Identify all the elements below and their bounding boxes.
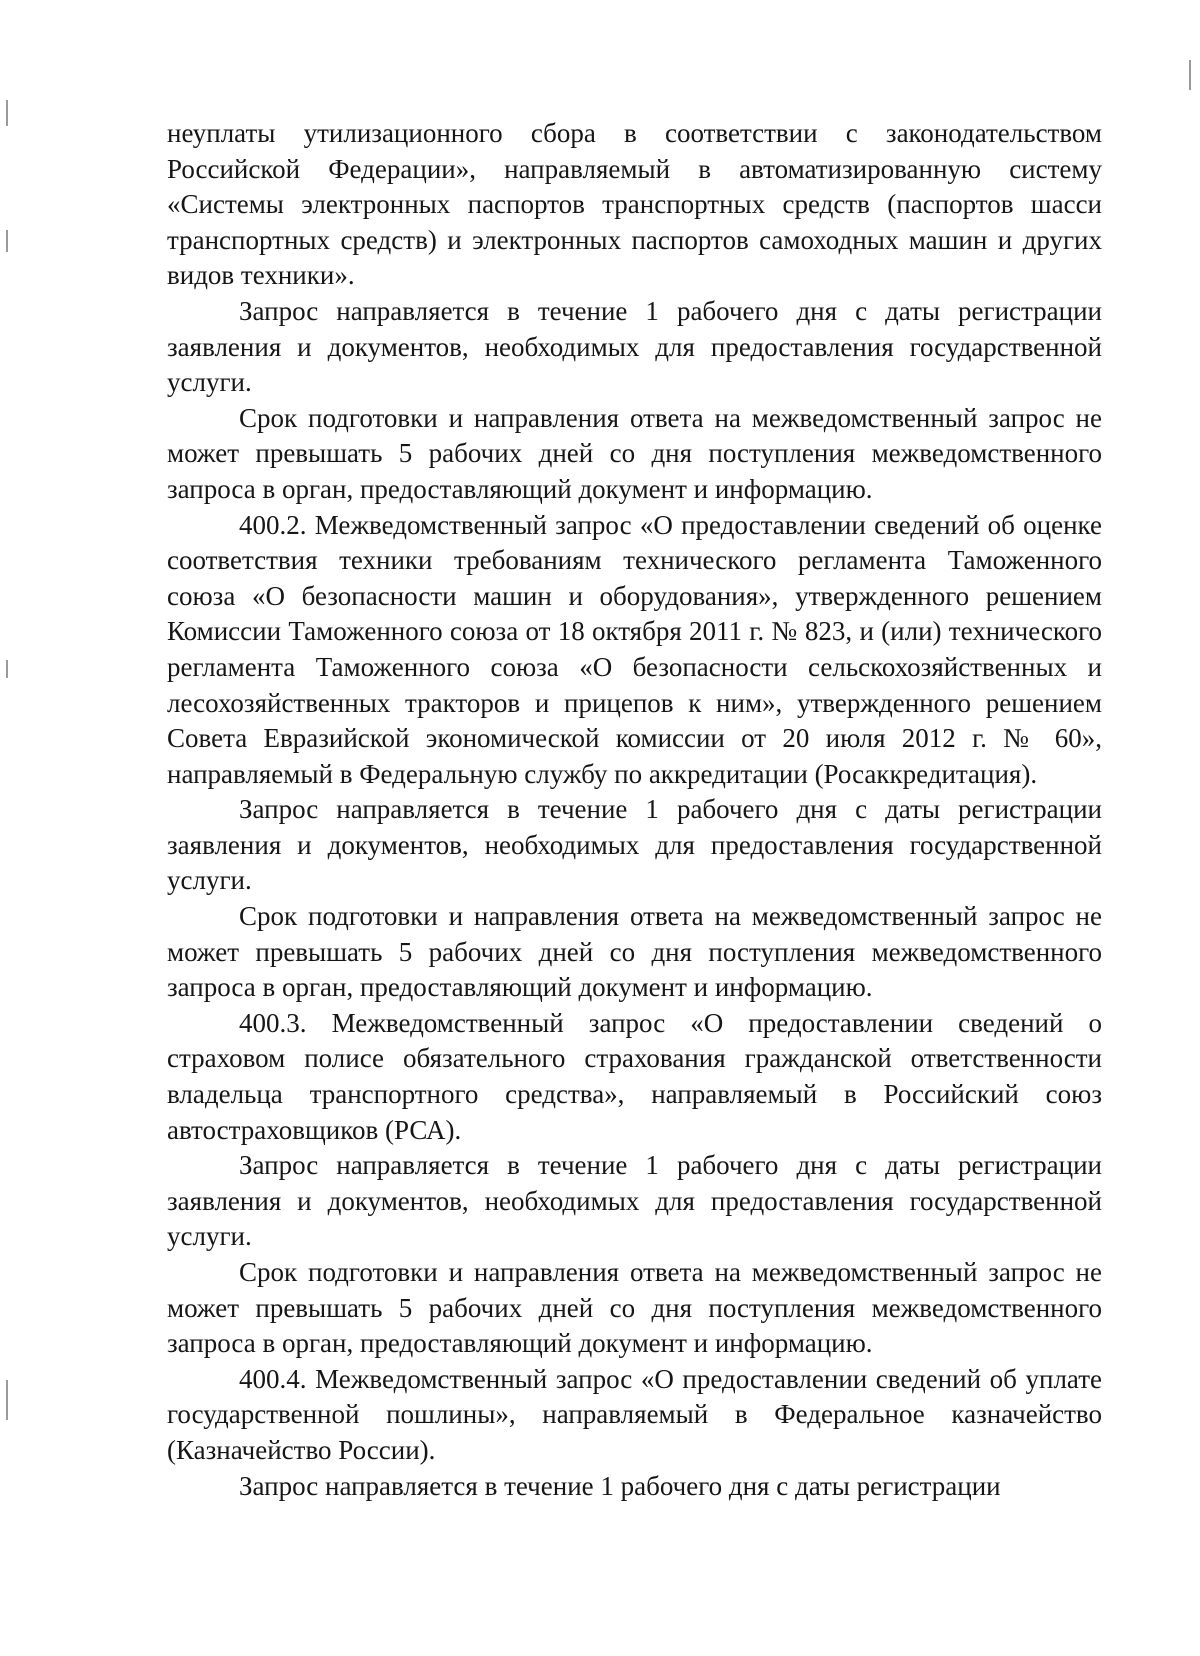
- paragraph-response-deadline: Срок подготовки и направления ответа на межведомственный запрос не может превышать 5 рабочих дней со дня поступления межведомственного запроса в орган, предоставляющий документ и информацию.: [167, 1257, 1102, 1359]
- document-body: [167, 116, 1102, 1504]
- scan-margin-mark: [6, 660, 8, 678]
- paragraph-response-deadline: Срок подготовки и направления ответа на межведомственный запрос не может превышать 5 рабочих дней со дня поступления межведомственного запроса в орган, предоставляющий документ и информацию.: [167, 402, 1102, 504]
- paragraph-request-deadline: Запрос направляется в течение 1 рабочего дня с даты регистрации заявления и документов, необходимых для предоставления государственной услуги.: [167, 794, 1102, 896]
- paragraph-400-4: 400.4. Межведомственный запрос «О предоставлении сведений об уплате государственной пошлины», направляемый в Федеральное казначейство (Казначейство России).: [167, 1363, 1102, 1465]
- paragraph-400-2: 400.2. Межведомственный запрос «О предоставлении сведений об оценке соответствия техники требованиям технического регламента Таможенного союза «О безопасности машин и оборудования», утвержденного решением Комиссии Таможенного союза от 18 октября 2011 г. № 823, и (или) технического регламента Таможенного союза «О безопасности сельскохозяйственных и лесохозяйственных тракторов и прицепов к ним», утвержденного решением Совета Евразийской экономической комиссии от 20 июля 2012 г. № 60», направляемый в Федеральную службу по аккредитации (Росаккредитация).: [167, 509, 1102, 789]
- scan-margin-mark: [6, 1380, 8, 1420]
- paragraph-400-3: 400.3. Межведомственный запрос «О предоставлении сведений о страховом полисе обязательного страхования гражданской ответственности владельца транспортного средства», направляемый в Российский союз автостраховщиков (РСА).: [167, 1007, 1102, 1145]
- scan-margin-mark: [6, 100, 8, 126]
- paragraph-response-deadline: Срок подготовки и направления ответа на межведомственный запрос не может превышать 5 рабочих дней со дня поступления межведомственного запроса в орган, предоставляющий документ и информацию.: [167, 901, 1102, 1003]
- scan-margin-mark: [6, 230, 8, 252]
- paragraph-request-deadline: Запрос направляется в течение 1 рабочего дня с даты регистрации заявления и документов, необходимых для предоставления государственной услуги.: [167, 295, 1102, 398]
- scan-margin-mark: [1189, 60, 1191, 90]
- paragraph-continuation: неуплаты утилизационного сбора в соответствии с законодательством Российской Федерации», направляемый в автоматизированную систему «Системы электронных паспортов транспортных средств (паспортов шасси транспортных средств) и электронных паспортов самоходных машин и других видов техники».: [167, 118, 1102, 291]
- paragraph-request-deadline: Запрос направляется в течение 1 рабочего дня с даты регистрации заявления и документов, необходимых для предоставления государственной услуги.: [167, 1150, 1102, 1252]
- paragraph-request-deadline-partial: Запрос направляется в течение 1 рабочего дня с даты регистрации: [239, 1470, 1001, 1501]
